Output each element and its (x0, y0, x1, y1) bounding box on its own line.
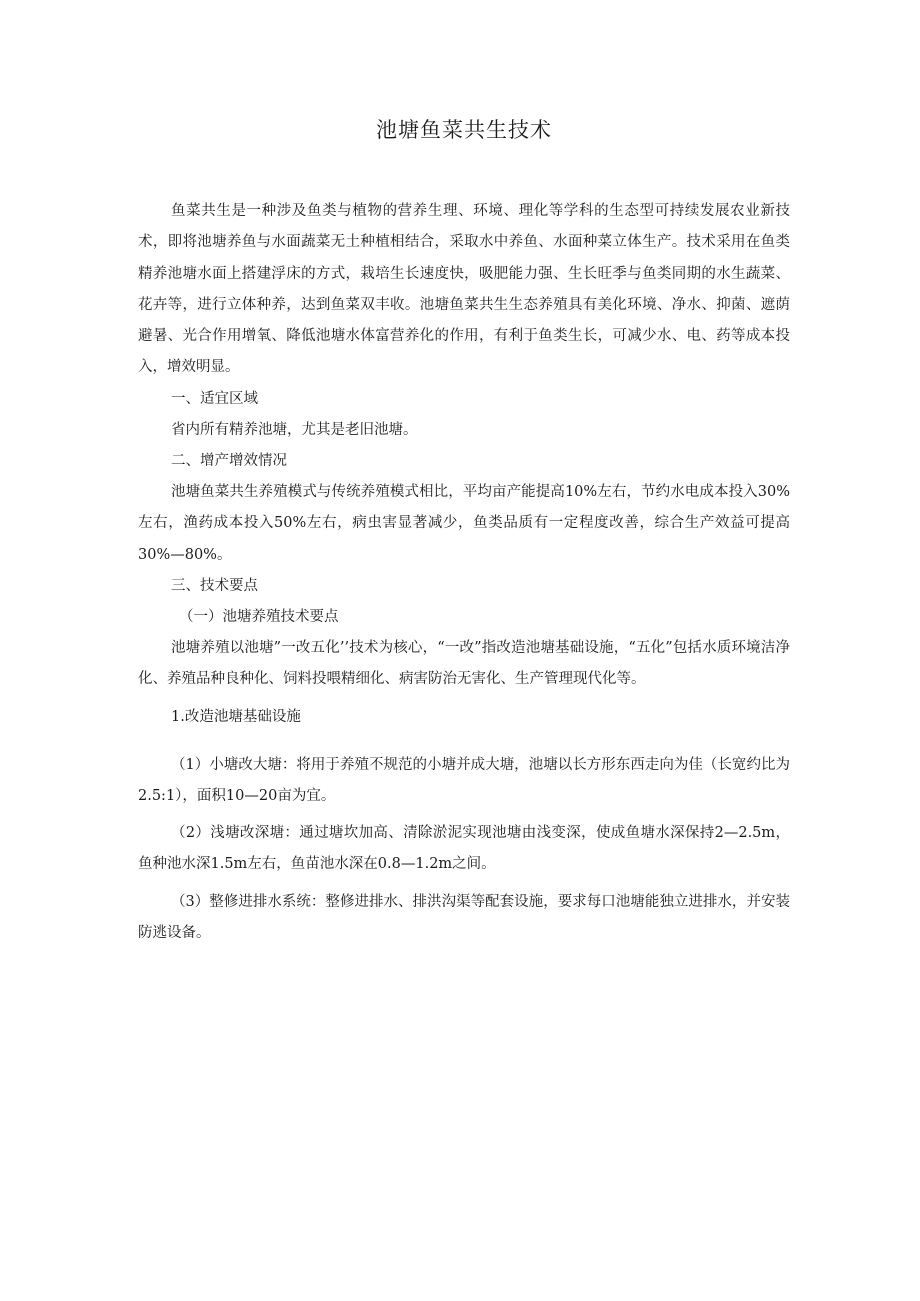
section-heading-region: 一、适宜区域 (171, 390, 258, 407)
intro-paragraph: 鱼菜共生是一种涉及鱼类与植物的营养生理、环境、理化等学科的生态型可持续发展农业新技术，即将池塘养鱼与水面蔬菜无土种植相结合，采取水中养鱼、水面种菜立体生产。技术采用在鱼类精养池塘水面上搭建浮床的方式，栽培生长速度快，吸肥能力强、生长旺季与鱼类同期的水生蔬菜、花卉等，进行立体种养，达到鱼菜双丰收。池塘鱼菜共生生态养殖具有美化环境、净水、抑菌、遮荫避暑、光合作用增氧、降低池塘水体富营养化的作用，有利于鱼类生长，可减少水、电、药等成本投入，增效明显。 (138, 203, 790, 376)
item-title-pond-infrastructure: 1.改造池塘基础设施 (171, 708, 301, 725)
document-title: 池塘鱼菜共生技术 (376, 118, 552, 142)
subsection-pond-farming-text: 池塘养殖以池塘”一改五化’’技术为核心，“一改”指改造池塘基础设施，“五化”包括水质环境洁净化、养殖品种良种化、饲料投喂精细化、病害防治无害化、生产管理现代化等。 (138, 639, 790, 688)
section-benefits-text: 池塘鱼菜共生养殖模式与传统养殖模式相比，平均亩产能提高10%左右，节约水电成本投入30%左右，渔药成本投入50%左右，病虫害显著减少，鱼类品质有一定程度改善，综合生产效益可提高30%—80%。 (138, 484, 790, 563)
point-small-to-large: （1）小塘改大塘：将用于养殖不规范的小塘并成大塘，池塘以长方形东西走向为佳（长宽约比为2.5:1），面积10—20亩为宜。 (138, 756, 790, 804)
point-water-system: （3）整修进排水系统：整修进排水、排洪沟渠等配套设施，要求每口池塘能独立进排水，并安装防逃设备。 (138, 893, 790, 942)
section-region-text: 省内所有精养池塘，尤其是老旧池塘。 (171, 421, 418, 438)
point-shallow-to-deep: （2）浅塘改深塘：通过塘坎加高、清除淤泥实现池塘由浅变深，使成鱼塘水深保持2—2.5m，鱼种池水深1.5m左右，鱼苗池水深在0.8—1.2m之间。 (138, 825, 790, 873)
subsection-heading-pond-farming: （一）池塘养殖技术要点 (179, 608, 339, 625)
section-heading-benefits: 二、增产增效情况 (171, 453, 287, 470)
section-heading-key-points: 三、技术要点 (171, 577, 258, 594)
document-body (138, 196, 790, 949)
